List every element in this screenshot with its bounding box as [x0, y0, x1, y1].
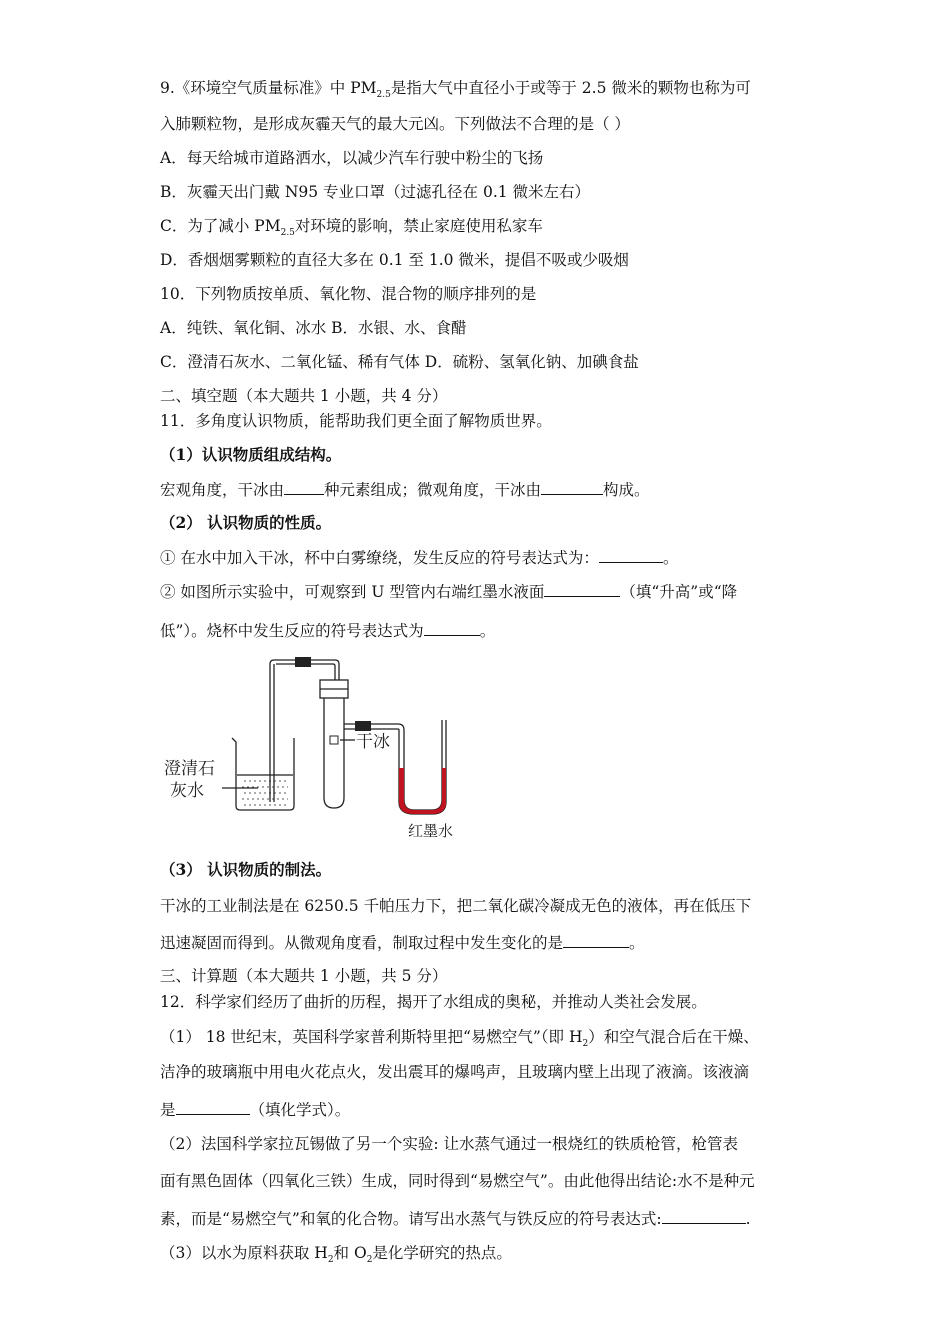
q12-part2-line3: 素，而是“易燃空气”和氧的化合物。请写出水蒸气与铁反应的符号表达式: . [160, 1210, 751, 1228]
label-dry-ice: 干冰 [356, 732, 390, 752]
q9-option-c: C．为了减小 $PM_{2.5}$对环境的影响，禁止家庭使用私家车 [160, 217, 543, 239]
u-tube [404, 720, 442, 810]
q12-part2-line1: （2）法国科学家拉瓦锡做了另一个实验: 让水蒸气通过一根烧红的铁质枪管，枪管表 [160, 1135, 739, 1153]
apparatus-diagram [160, 650, 470, 845]
section-3-heading: 三、计算题（本大题共 1 小题，共 5 分） [160, 967, 448, 985]
q11-stem: 11．多角度认识物质，能帮助我们更全面了解物质世界。 [160, 412, 552, 430]
label-limewater-1: 澄清石 [164, 759, 215, 779]
q11-part1: （1）认识物质组成结构。 [160, 445, 342, 464]
q10-options-ab: A．纯铁、氧化铜、冰水 B．水银、水、食醋 [160, 319, 467, 337]
answer-blank[interactable] [662, 1208, 746, 1224]
q11-macro-line: 宏观角度，干冰由 种元素组成；微观角度，干冰由 构成。 [160, 481, 650, 499]
label-red-ink: 红墨水 [408, 822, 454, 840]
q12-part2-line2: 面有黑色固体（四氧化三铁）生成，同时得到“易燃空气”。由此他得出结论:水不是种元 [160, 1172, 755, 1190]
answer-blank[interactable] [599, 547, 663, 563]
q12-stem: 12．科学家们经历了曲折的历程，揭开了水组成的奥秘，并推动人类社会发展。 [160, 993, 707, 1011]
q9-option-a: A．每天给城市道路洒水，以减少汽车行驶中粉尘的飞扬 [160, 149, 544, 167]
q9-stem-line2: 入肺颗粒物，是形成灰霾天气的最大元凶。下列做法不合理的是（ ） [160, 115, 630, 133]
q11-method-line2: 迅速凝固而得到。从微观角度看，制取过程中发生变化的是 。 [160, 934, 645, 952]
answer-blank[interactable] [544, 581, 620, 597]
answer-blank[interactable] [424, 620, 480, 636]
answer-blank[interactable] [284, 479, 324, 495]
test-tube [324, 698, 344, 808]
answer-blank[interactable] [541, 479, 603, 495]
q11-part3: （3） 认识物质的制法。 [160, 860, 332, 879]
tube-joint [295, 657, 311, 667]
q12-part3: （3）以水为原料获取 $H_2$和 $O_2$是化学研究的热点。 [160, 1244, 512, 1266]
red-ink-right-column [442, 768, 446, 806]
q11-circle2-cont: 低”）。烧杯中发生反应的符号表达式为 。 [160, 622, 496, 640]
tube-joint [355, 721, 371, 731]
q10-options-cd: C．澄清石灰水、二氧化锰、稀有气体 D．硫粉、氢氧化钠、加碘食盐 [160, 353, 639, 371]
q10-stem: 10．下列物质按单质、氧化物、混合物的顺序排列的是 [160, 285, 537, 303]
q11-circle1: ① 在水中加入干冰，杯中白雾缭绕，发生反应的符号表达式为： 。 [160, 549, 679, 567]
label-limewater-2: 灰水 [170, 781, 204, 801]
q11-circle2: ② 如图所示实验中，可观察到 U 型管内右端红墨水液面 （填“升高”或“降 [160, 583, 738, 601]
answer-blank[interactable] [176, 1099, 250, 1115]
answer-blank[interactable] [563, 932, 629, 948]
q12-part1-line3: 是 （填化学式）。 [160, 1101, 351, 1119]
q9-option-b: B．灰霾天出门戴 N95 专业口罩（过滤孔径在 0.1 微米左右） [160, 183, 591, 201]
section-2-heading: 二、填空题（本大题共 1 小题，共 4 分） [160, 387, 448, 405]
red-ink-left-column [400, 768, 404, 806]
dry-ice [330, 736, 338, 744]
q9-option-d: D．香烟烟雾颗粒的直径大多在 0.1 至 1.0 微米，提倡不吸或少吸烟 [160, 251, 629, 269]
q11-method-line1: 干冰的工业制法是在 6250.5 千帕压力下，把二氧化碳冷凝成无色的液体，再在低压下 [160, 897, 752, 915]
q12-part1-line1: （1） 18 世纪末，英国科学家普利斯特里把“易燃空气”（即 $H_2$）和空气混合后在干燥、 [160, 1028, 759, 1050]
q11-part2: （2） 认识物质的性质。 [160, 513, 332, 532]
q12-part1-line2: 洁净的玻璃瓶中用电火花点火，发出震耳的爆鸣声，且玻璃内壁上出现了液滴。该液滴 [160, 1063, 750, 1081]
q9-stem-line1: 9.《环境空气质量标准》中 $PM_{2.5}$是指大气中直径小于或等于 2.5 微米的颗物也称为可 [160, 79, 751, 101]
